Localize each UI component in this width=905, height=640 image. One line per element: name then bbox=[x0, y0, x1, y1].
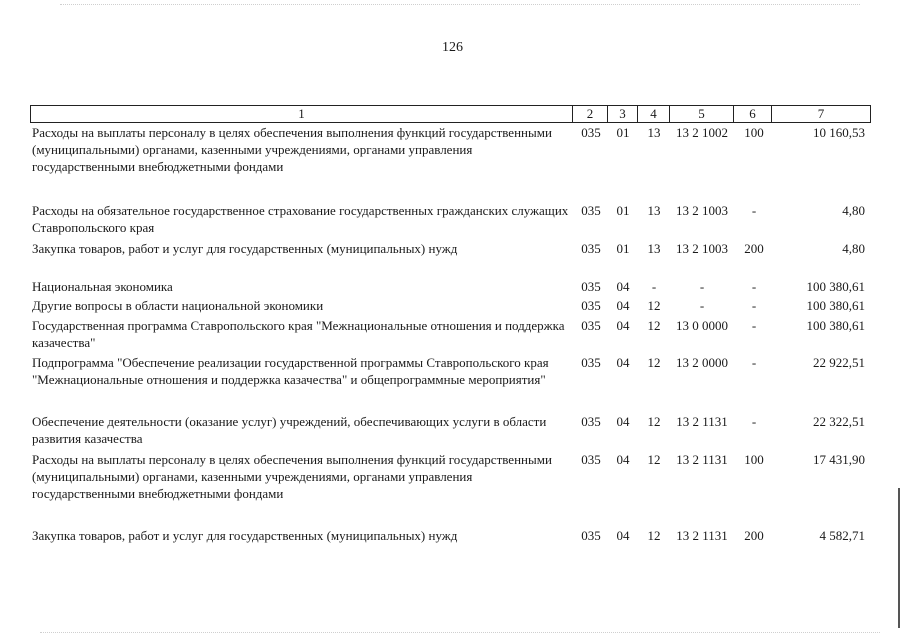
row-expense-type: 100 bbox=[744, 452, 764, 467]
row-expense-type: - bbox=[751, 318, 757, 333]
header-col-1: 1 bbox=[31, 106, 573, 123]
row-section: 04 bbox=[616, 528, 630, 543]
page-number: 126 bbox=[442, 40, 463, 55]
header-col-7: 7 bbox=[772, 106, 871, 123]
scan-artifact-bottom bbox=[40, 632, 880, 635]
row-admin-code: 035 bbox=[581, 452, 601, 467]
row-description: Закупка товаров, работ и услуг для государственных (муниципальных) нужд bbox=[32, 528, 458, 543]
row-amount: 4,80 bbox=[842, 241, 865, 256]
row-amount: 22 922,51 bbox=[813, 355, 865, 370]
row-subsection: 13 bbox=[647, 241, 661, 256]
row-expense-type: - bbox=[751, 355, 757, 370]
row-section: 04 bbox=[616, 355, 630, 370]
row-amount: 100 380,61 bbox=[806, 318, 865, 333]
header-col-2: 2 bbox=[573, 106, 608, 123]
row-amount: 17 431,90 bbox=[813, 452, 865, 467]
row-subsection: - bbox=[651, 279, 657, 294]
row-admin-code: 035 bbox=[581, 279, 601, 294]
header-col-6: 6 bbox=[734, 106, 772, 123]
row-description: Расходы на обязательное государственное страхование государственных гражданских служащих Ставропольского края bbox=[32, 203, 569, 235]
row-description: Закупка товаров, работ и услуг для государственных (муниципальных) нужд bbox=[32, 241, 458, 256]
row-expense-type: - bbox=[751, 203, 757, 218]
row-section: 01 bbox=[616, 203, 630, 218]
header-col-5: 5 bbox=[670, 106, 734, 123]
row-admin-code: 035 bbox=[581, 241, 601, 256]
row-section: 01 bbox=[616, 125, 630, 140]
row-subsection: 12 bbox=[647, 528, 661, 543]
row-section: 04 bbox=[616, 318, 630, 333]
row-subsection: 12 bbox=[647, 414, 661, 429]
row-target-article: 13 2 1003 bbox=[676, 203, 728, 218]
row-section: 04 bbox=[616, 279, 630, 294]
row-expense-type: - bbox=[751, 414, 757, 429]
row-subsection: 12 bbox=[647, 452, 661, 467]
scan-artifact-top bbox=[60, 4, 860, 7]
row-expense-type: 100 bbox=[744, 125, 764, 140]
row-section: 01 bbox=[616, 241, 630, 256]
row-section: 04 bbox=[616, 414, 630, 429]
row-description: Государственная программа Ставропольского края "Межнациональные отношения и поддержка казачества" bbox=[32, 318, 565, 350]
row-admin-code: 035 bbox=[581, 528, 601, 543]
row-section: 04 bbox=[616, 298, 630, 313]
row-amount: 4 582,71 bbox=[819, 528, 865, 543]
scan-edge-line bbox=[898, 488, 900, 628]
row-admin-code: 035 bbox=[581, 318, 601, 333]
row-subsection: 12 bbox=[647, 298, 661, 313]
row-subsection: 12 bbox=[647, 355, 661, 370]
row-target-article: 13 2 1131 bbox=[676, 452, 728, 467]
row-description: Обеспечение деятельности (оказание услуг) учреждений, обеспечивающих услуги в области развития казачества bbox=[32, 414, 547, 446]
row-admin-code: 035 bbox=[581, 125, 601, 140]
row-admin-code: 035 bbox=[581, 355, 601, 370]
column-header-table bbox=[30, 105, 871, 123]
row-target-article: 13 0 0000 bbox=[676, 318, 728, 333]
row-section: 04 bbox=[616, 452, 630, 467]
row-subsection: 12 bbox=[647, 318, 661, 333]
row-description: Подпрограмма "Обеспечение реализации государственной программы Ставропольского края "Межнациональные отношения и поддержка казачества" и общепрограммные мероприятия" bbox=[32, 355, 549, 387]
row-target-article: 13 2 1003 bbox=[676, 241, 728, 256]
row-amount: 10 160,53 bbox=[813, 125, 865, 140]
row-admin-code: 035 bbox=[581, 203, 601, 218]
row-description: Расходы на выплаты персоналу в целях обеспечения выполнения функций государственными (муниципальными) органами, казенными учреждениями, органами управления государственными внебюджетными фондами bbox=[32, 125, 552, 174]
row-expense-type: 200 bbox=[744, 241, 764, 256]
row-description: Национальная экономика bbox=[32, 279, 173, 294]
row-amount: 4,80 bbox=[842, 203, 865, 218]
row-admin-code: 035 bbox=[581, 298, 601, 313]
row-description: Расходы на выплаты персоналу в целях обеспечения выполнения функций государственными (муниципальными) органами, казенными учреждениями, органами управления государственными внебюджетными фондами bbox=[32, 452, 552, 501]
row-target-article: - bbox=[699, 298, 705, 313]
row-subsection: 13 bbox=[647, 203, 661, 218]
row-amount: 22 322,51 bbox=[813, 414, 865, 429]
row-amount: 100 380,61 bbox=[806, 298, 865, 313]
row-expense-type: - bbox=[751, 298, 757, 313]
row-admin-code: 035 bbox=[581, 414, 601, 429]
row-subsection: 13 bbox=[647, 125, 661, 140]
header-row bbox=[31, 106, 871, 123]
row-expense-type: - bbox=[751, 279, 757, 294]
row-target-article: 13 2 1131 bbox=[676, 414, 728, 429]
header-col-4: 4 bbox=[638, 106, 670, 123]
header-col-3: 3 bbox=[608, 106, 638, 123]
row-target-article: - bbox=[699, 279, 705, 294]
row-target-article: 13 2 0000 bbox=[676, 355, 728, 370]
row-target-article: 13 2 1131 bbox=[676, 528, 728, 543]
row-amount: 100 380,61 bbox=[806, 279, 865, 294]
row-target-article: 13 2 1002 bbox=[676, 125, 728, 140]
row-expense-type: 200 bbox=[744, 528, 764, 543]
row-description: Другие вопросы в области национальной экономики bbox=[32, 298, 324, 313]
